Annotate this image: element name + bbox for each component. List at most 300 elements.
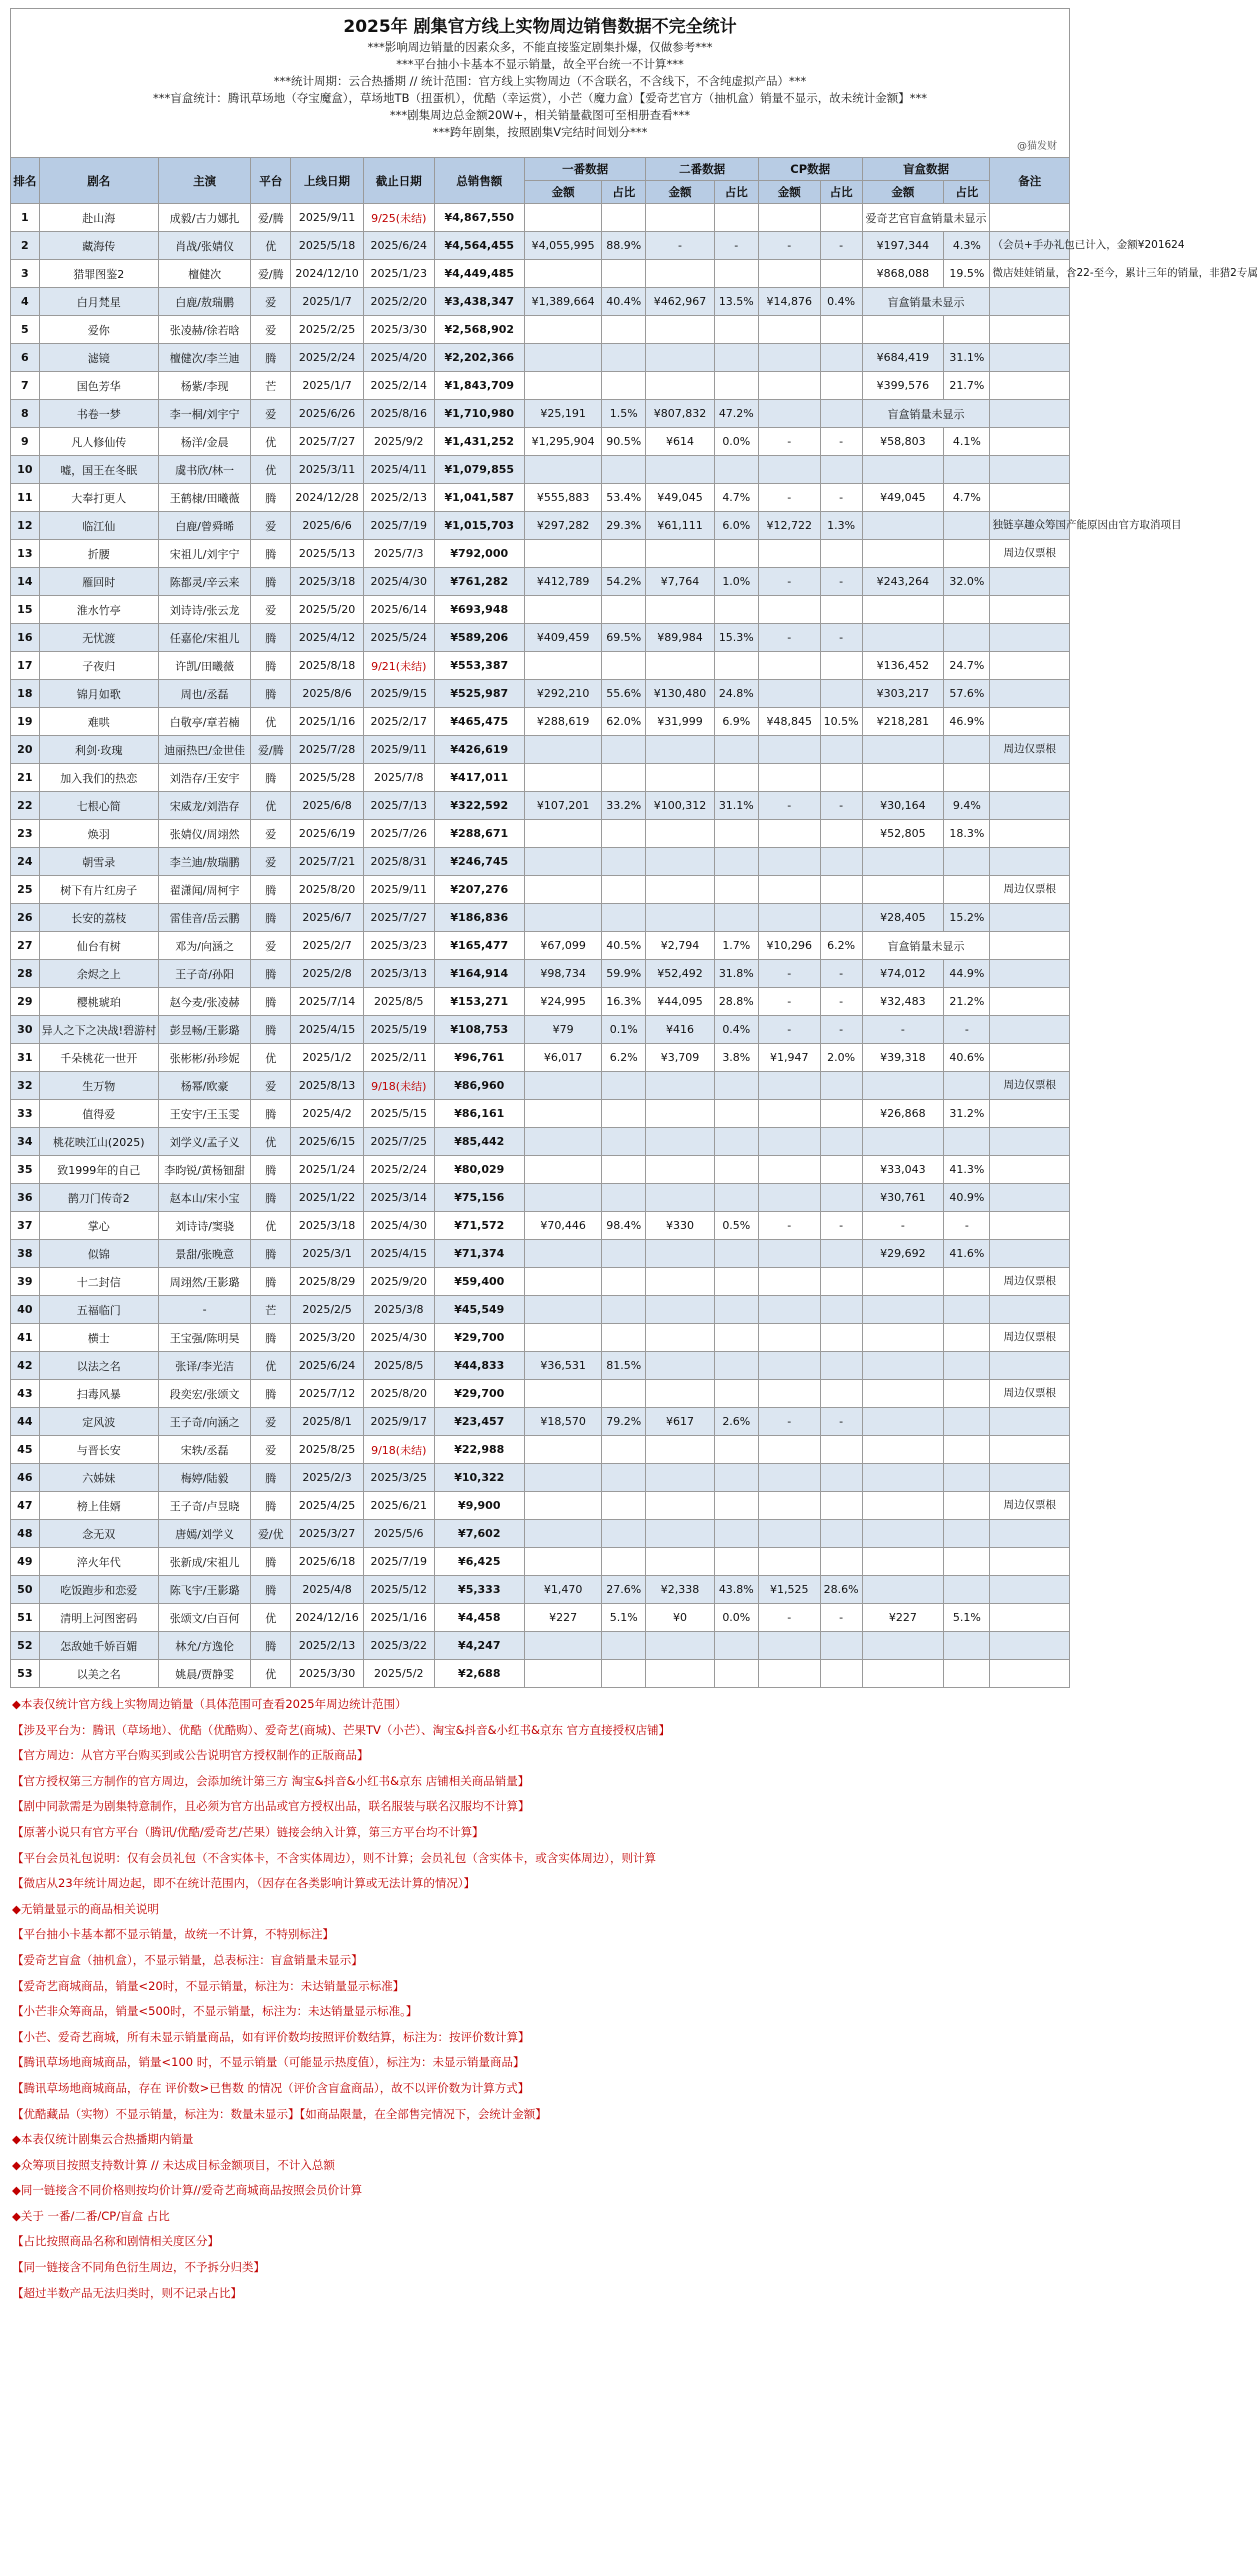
cell-rank: 42 [11, 1352, 40, 1380]
cell-blind-amount [862, 1296, 944, 1324]
cell-cp-share [820, 1660, 862, 1688]
cell-total-sales: ¥44,833 [434, 1352, 524, 1380]
cell-cp-amount [758, 1492, 820, 1520]
cell-start-date: 2025/6/24 [291, 1352, 364, 1380]
cell-erfan-amount [646, 736, 714, 764]
cell-cp-share: 28.6% [820, 1576, 862, 1604]
table-row [11, 736, 1070, 764]
table-row [11, 624, 1070, 652]
cell-cp-amount [758, 344, 820, 372]
cell-start-date: 2025/6/7 [291, 904, 364, 932]
cell-drama-name: 鹊刀门传奇2 [39, 1184, 158, 1212]
cell-cp-amount: ¥1,525 [758, 1576, 820, 1604]
cell-notes [990, 1156, 1070, 1184]
cell-blind-share [944, 1576, 990, 1604]
cell-blind-amount [862, 1128, 944, 1156]
cell-cp-share [820, 1072, 862, 1100]
cell-erfan-share: 0.0% [714, 1604, 758, 1632]
cell-blind-share [944, 1632, 990, 1660]
cell-total-sales: ¥80,029 [434, 1156, 524, 1184]
cell-yifan-amount: ¥107,201 [525, 792, 602, 820]
cell-drama-name: 六姊妹 [39, 1464, 158, 1492]
cell-cp-amount [758, 1660, 820, 1688]
cell-blind-share [944, 1408, 990, 1436]
cell-cast: 姚晨/贾静雯 [158, 1660, 251, 1688]
cell-blind-amount [862, 1352, 944, 1380]
cell-blind-share [944, 1520, 990, 1548]
cell-yifan-amount: ¥36,531 [525, 1352, 602, 1380]
col-platform: 平台 [251, 158, 291, 204]
table-row [11, 932, 1070, 960]
cell-erfan-share [714, 260, 758, 288]
cell-total-sales: ¥96,761 [434, 1044, 524, 1072]
cell-blind-merged: 盲盒销量未显示 [862, 400, 990, 428]
cell-cp-share [820, 344, 862, 372]
table-row [11, 1492, 1070, 1520]
cell-platform: 爱/优 [251, 1520, 291, 1548]
cell-notes [990, 1436, 1070, 1464]
cell-yifan-share [602, 1324, 646, 1352]
table-row [11, 512, 1070, 540]
cell-blind-amount: - [862, 1212, 944, 1240]
cell-cast: 林允/方逸伦 [158, 1632, 251, 1660]
cell-platform: 优 [251, 232, 291, 260]
cell-cp-share [820, 876, 862, 904]
cell-rank: 48 [11, 1520, 40, 1548]
cell-blind-share: 19.5% [944, 260, 990, 288]
cell-erfan-amount [646, 1240, 714, 1268]
cell-yifan-share: 1.5% [602, 400, 646, 428]
cell-end-date: 2025/5/12 [363, 1576, 434, 1604]
footer-note: ◆无销量显示的商品相关说明 [12, 1901, 159, 1916]
cell-blind-share: 24.7% [944, 652, 990, 680]
cell-cast: 王子奇/卢昱晓 [158, 1492, 251, 1520]
cell-platform: 优 [251, 708, 291, 736]
cell-erfan-amount [646, 1268, 714, 1296]
cell-end-date: 2025/8/16 [363, 400, 434, 428]
table-row [11, 848, 1070, 876]
cell-drama-name: 清明上河图密码 [39, 1604, 158, 1632]
cell-notes [990, 428, 1070, 456]
cell-erfan-share [714, 1380, 758, 1408]
cell-blind-share: 21.2% [944, 988, 990, 1016]
col-start: 上线日期 [291, 158, 364, 204]
cell-erfan-amount [646, 372, 714, 400]
cell-end-date: 2025/2/14 [363, 372, 434, 400]
cell-blind-amount [862, 596, 944, 624]
cell-erfan-amount [646, 1548, 714, 1576]
cell-yifan-share: 90.5% [602, 428, 646, 456]
cell-rank: 35 [11, 1156, 40, 1184]
cell-drama-name: 值得爱 [39, 1100, 158, 1128]
cell-blind-amount: ¥30,761 [862, 1184, 944, 1212]
cell-yifan-share: 0.1% [602, 1016, 646, 1044]
cell-erfan-amount: ¥807,832 [646, 400, 714, 428]
cell-yifan-amount [525, 372, 602, 400]
cell-total-sales: ¥7,602 [434, 1520, 524, 1548]
cell-blind-amount: ¥58,803 [862, 428, 944, 456]
cell-end-date: 2025/3/13 [363, 960, 434, 988]
cell-blind-share [944, 1128, 990, 1156]
cell-start-date: 2025/3/20 [291, 1324, 364, 1352]
cell-end-date: 2025/8/5 [363, 988, 434, 1016]
cell-blind-amount: - [862, 1016, 944, 1044]
cell-start-date: 2025/1/2 [291, 1044, 364, 1072]
cell-cp-share: - [820, 484, 862, 512]
table-row [11, 1072, 1070, 1100]
cell-start-date: 2025/7/27 [291, 428, 364, 456]
cell-end-date: 2025/7/19 [363, 512, 434, 540]
cell-cp-share: - [820, 428, 862, 456]
cell-yifan-share [602, 1464, 646, 1492]
cell-cast: 王安宇/王玉雯 [158, 1100, 251, 1128]
cell-blind-share: 31.1% [944, 344, 990, 372]
cell-cp-amount [758, 1380, 820, 1408]
cell-cp-share [820, 260, 862, 288]
cell-total-sales: ¥5,333 [434, 1576, 524, 1604]
cell-rank: 20 [11, 736, 40, 764]
cell-drama-name: 仙台有树 [39, 932, 158, 960]
cell-platform: 腾 [251, 1184, 291, 1212]
cell-notes [990, 1576, 1070, 1604]
cell-erfan-amount: ¥3,709 [646, 1044, 714, 1072]
cell-yifan-amount [525, 1436, 602, 1464]
cell-rank: 47 [11, 1492, 40, 1520]
cell-cp-amount: ¥1,947 [758, 1044, 820, 1072]
cell-erfan-amount [646, 1464, 714, 1492]
col-name: 剧名 [39, 158, 158, 204]
cell-cp-amount: - [758, 232, 820, 260]
footer-note: 【小芒非众筹商品，销量<500时，不显示销量，标注为：未达销量显示标准。】 [12, 2004, 418, 2019]
cell-total-sales: ¥1,710,980 [434, 400, 524, 428]
cell-rank: 49 [11, 1548, 40, 1576]
cell-blind-merged: 盲盒销量未显示 [862, 932, 990, 960]
cell-rank: 41 [11, 1324, 40, 1352]
cell-erfan-share [714, 1352, 758, 1380]
cell-yifan-amount [525, 848, 602, 876]
cell-end-date: 2025/9/17 [363, 1408, 434, 1436]
cell-cp-amount: - [758, 1016, 820, 1044]
cell-blind-share [944, 876, 990, 904]
cell-total-sales: ¥4,867,550 [434, 204, 524, 232]
cell-cp-amount: - [758, 988, 820, 1016]
cell-blind-amount [862, 456, 944, 484]
cell-erfan-share [714, 1100, 758, 1128]
cell-rank: 11 [11, 484, 40, 512]
cell-end-date: 2025/7/25 [363, 1128, 434, 1156]
table-row [11, 1520, 1070, 1548]
cell-yifan-amount [525, 204, 602, 232]
cell-erfan-share: 4.7% [714, 484, 758, 512]
cell-notes [990, 960, 1070, 988]
cell-yifan-share [602, 1072, 646, 1100]
cell-blind-share [944, 316, 990, 344]
cell-cp-share [820, 1352, 862, 1380]
cell-start-date: 2025/6/26 [291, 400, 364, 428]
cell-yifan-share [602, 848, 646, 876]
cell-total-sales: ¥23,457 [434, 1408, 524, 1436]
cell-cast: 赵今麦/张凌赫 [158, 988, 251, 1016]
cell-cp-share [820, 736, 862, 764]
cell-cast: 宋祖儿/刘宇宁 [158, 540, 251, 568]
cell-yifan-amount: ¥70,446 [525, 1212, 602, 1240]
cell-drama-name: 国色芳华 [39, 372, 158, 400]
cell-rank: 50 [11, 1576, 40, 1604]
cell-total-sales: ¥417,011 [434, 764, 524, 792]
cell-drama-name: 白月梵星 [39, 288, 158, 316]
cell-erfan-amount: ¥61,111 [646, 512, 714, 540]
cell-erfan-share [714, 204, 758, 232]
cell-notes [990, 1352, 1070, 1380]
cell-start-date: 2025/1/7 [291, 372, 364, 400]
cell-total-sales: ¥1,041,587 [434, 484, 524, 512]
cell-blind-share: 18.3% [944, 820, 990, 848]
cell-start-date: 2025/1/7 [291, 288, 364, 316]
cell-platform: 优 [251, 1044, 291, 1072]
cell-cp-share [820, 904, 862, 932]
cell-total-sales: ¥75,156 [434, 1184, 524, 1212]
cell-blind-share: 32.0% [944, 568, 990, 596]
cell-start-date: 2025/8/18 [291, 652, 364, 680]
cell-drama-name: 雁回时 [39, 568, 158, 596]
cell-cp-amount [758, 736, 820, 764]
cell-blind-amount [862, 1408, 944, 1436]
cell-end-date: 2025/5/6 [363, 1520, 434, 1548]
cell-cp-amount [758, 904, 820, 932]
cell-end-date: 2025/3/23 [363, 932, 434, 960]
cell-cp-share: - [820, 568, 862, 596]
cell-yifan-share: 79.2% [602, 1408, 646, 1436]
cell-total-sales: ¥553,387 [434, 652, 524, 680]
cell-erfan-amount: ¥416 [646, 1016, 714, 1044]
cell-erfan-share [714, 1240, 758, 1268]
cell-blind-share [944, 1324, 990, 1352]
cell-end-date: 2025/9/15 [363, 680, 434, 708]
cell-erfan-amount [646, 344, 714, 372]
cell-blind-amount: ¥33,043 [862, 1156, 944, 1184]
cell-start-date: 2024/12/28 [291, 484, 364, 512]
cell-platform: 腾 [251, 568, 291, 596]
cell-total-sales: ¥589,206 [434, 624, 524, 652]
cell-yifan-share [602, 1436, 646, 1464]
cell-yifan-amount [525, 736, 602, 764]
cell-blind-share [944, 1548, 990, 1576]
cell-start-date: 2025/7/21 [291, 848, 364, 876]
cell-platform: 腾 [251, 1240, 291, 1268]
cell-cp-share [820, 596, 862, 624]
cell-erfan-share [714, 876, 758, 904]
cell-cp-share: - [820, 1212, 862, 1240]
cell-yifan-share [602, 1380, 646, 1408]
cell-rank: 34 [11, 1128, 40, 1156]
cell-blind-amount [862, 1464, 944, 1492]
cell-erfan-share [714, 736, 758, 764]
cell-yifan-amount [525, 820, 602, 848]
table-row [11, 1576, 1070, 1604]
cell-rank: 2 [11, 232, 40, 260]
cell-rank: 16 [11, 624, 40, 652]
cell-total-sales: ¥3,438,347 [434, 288, 524, 316]
cell-total-sales: ¥761,282 [434, 568, 524, 596]
footer-note: 【官方授权第三方制作的官方周边，会添加统计第三方 淘宝&抖音&小红书&京东 店铺相关商品销量】 [12, 1773, 530, 1788]
cell-erfan-share [714, 372, 758, 400]
cell-total-sales: ¥45,549 [434, 1296, 524, 1324]
table-row [11, 260, 1070, 288]
cell-drama-name: 嘘，国王在冬眠 [39, 456, 158, 484]
col-cp-amount: 金额 [758, 181, 820, 204]
cell-yifan-share [602, 1240, 646, 1268]
cell-erfan-amount [646, 904, 714, 932]
cell-cast: 刘诗诗/窦骁 [158, 1212, 251, 1240]
cell-drama-name: 书卷一梦 [39, 400, 158, 428]
cell-rank: 44 [11, 1408, 40, 1436]
cell-blind-share [944, 764, 990, 792]
cell-platform: 爱/腾 [251, 736, 291, 764]
cell-drama-name: 藏海传 [39, 232, 158, 260]
cell-notes [990, 680, 1070, 708]
cell-erfan-amount [646, 1156, 714, 1184]
cell-erfan-amount [646, 1072, 714, 1100]
cell-total-sales: ¥4,247 [434, 1632, 524, 1660]
col-cp-share: 占比 [820, 181, 862, 204]
sales-statistics-page [10, 0, 1258, 2306]
sales-table [10, 157, 1258, 1688]
cell-drama-name: 似锦 [39, 1240, 158, 1268]
cell-rank: 10 [11, 456, 40, 484]
cell-drama-name: 定风波 [39, 1408, 158, 1436]
cell-yifan-amount: ¥227 [525, 1604, 602, 1632]
cell-cast: 王子奇/孙阳 [158, 960, 251, 988]
cell-start-date: 2025/4/8 [291, 1576, 364, 1604]
cell-platform: 爱 [251, 512, 291, 540]
cell-start-date: 2025/9/11 [291, 204, 364, 232]
cell-drama-name: 余烬之上 [39, 960, 158, 988]
cell-start-date: 2025/6/8 [291, 792, 364, 820]
cell-cast: 杨紫/李现 [158, 372, 251, 400]
cell-cast: 张婧仪/周翊然 [158, 820, 251, 848]
footer-note: ◆同一链接含不同价格则按均价计算//爱奇艺商城商品按照会员价计算 [12, 2183, 363, 2198]
cell-erfan-amount: ¥31,999 [646, 708, 714, 736]
cell-yifan-amount [525, 456, 602, 484]
cell-cp-amount [758, 820, 820, 848]
cell-erfan-amount [646, 1128, 714, 1156]
cell-erfan-share [714, 848, 758, 876]
cell-yifan-amount [525, 652, 602, 680]
cell-cp-share: 1.3% [820, 512, 862, 540]
header-note-line: ***跨年剧集，按照剧集V完结时间划分*** [432, 125, 648, 139]
report-title: 2025年 剧集官方线上实物周边销售数据不完全统计 [343, 17, 737, 37]
cell-rank: 38 [11, 1240, 40, 1268]
cell-cast: 赵本山/宋小宝 [158, 1184, 251, 1212]
cell-notes: 周边仅票根 [990, 1324, 1070, 1352]
cell-yifan-amount [525, 1520, 602, 1548]
cell-cast: 迪丽热巴/金世佳 [158, 736, 251, 764]
cell-cp-share [820, 400, 862, 428]
cell-erfan-share [714, 1296, 758, 1324]
table-row [11, 1408, 1070, 1436]
cell-drama-name: 淬火年代 [39, 1548, 158, 1576]
cell-cast: 张译/李光洁 [158, 1352, 251, 1380]
cell-cp-share: - [820, 232, 862, 260]
footer-note: 【爱奇艺商城商品，销量<20时，不显示销量，标注为：未达销量显示标准】 [12, 1978, 405, 1993]
cell-erfan-share: 24.8% [714, 680, 758, 708]
cell-end-date: 2025/7/3 [363, 540, 434, 568]
cell-cp-amount [758, 372, 820, 400]
cell-yifan-share: 53.4% [602, 484, 646, 512]
cell-cp-share: - [820, 792, 862, 820]
cell-drama-name: 千朵桃花一世开 [39, 1044, 158, 1072]
cell-cp-amount [758, 876, 820, 904]
cell-yifan-amount [525, 1072, 602, 1100]
cell-yifan-amount [525, 1128, 602, 1156]
cell-end-date: 2025/7/13 [363, 792, 434, 820]
footer-note: ◆本表仅统计官方线上实物周边销量（具体范围可查看2025年周边统计范围） [12, 1697, 407, 1711]
cell-total-sales: ¥2,202,366 [434, 344, 524, 372]
cell-yifan-share [602, 1520, 646, 1548]
footer-note: ◆众筹项目按照支持数计算 // 未达成目标金额项目，不计入总额 [12, 2157, 335, 2172]
cell-cp-share: - [820, 1604, 862, 1632]
cell-platform: 芒 [251, 372, 291, 400]
cell-end-date: 2025/1/16 [363, 1604, 434, 1632]
cell-erfan-share: 0.0% [714, 428, 758, 456]
cell-platform: 优 [251, 1212, 291, 1240]
cell-yifan-share: 16.3% [602, 988, 646, 1016]
cell-cp-amount [758, 1352, 820, 1380]
cell-drama-name: 念无双 [39, 1520, 158, 1548]
cell-cp-share [820, 1156, 862, 1184]
cell-cp-share [820, 1128, 862, 1156]
cell-rank: 39 [11, 1268, 40, 1296]
cell-cast: 杨洋/金晨 [158, 428, 251, 456]
cell-drama-name: 十二封信 [39, 1268, 158, 1296]
table-row [11, 204, 1070, 232]
cell-end-date: 2025/8/5 [363, 1352, 434, 1380]
cell-notes [990, 372, 1070, 400]
footer-note: 【官方周边：从官方平台购买到或公告说明官方授权制作的正版商品】 [12, 1748, 369, 1763]
cell-yifan-share [602, 904, 646, 932]
cell-end-date: 2025/5/2 [363, 1660, 434, 1688]
cell-blind-amount [862, 1072, 944, 1100]
cell-cp-share [820, 456, 862, 484]
cell-cp-amount [758, 316, 820, 344]
table-row [11, 820, 1070, 848]
table-row [11, 344, 1070, 372]
cell-erfan-share [714, 456, 758, 484]
cell-cast: 翟潇闻/周柯宇 [158, 876, 251, 904]
cell-end-date: 2025/4/15 [363, 1240, 434, 1268]
cell-platform: 腾 [251, 1324, 291, 1352]
cell-start-date: 2025/5/28 [291, 764, 364, 792]
table-row [11, 1436, 1070, 1464]
cell-blind-amount [862, 1268, 944, 1296]
cell-platform: 优 [251, 1660, 291, 1688]
cell-notes [990, 484, 1070, 512]
cell-blind-amount: ¥218,281 [862, 708, 944, 736]
cell-cp-amount: ¥48,845 [758, 708, 820, 736]
cell-drama-name: 长安的荔枝 [39, 904, 158, 932]
cell-total-sales: ¥207,276 [434, 876, 524, 904]
cell-cp-share [820, 540, 862, 568]
cell-platform: 爱 [251, 1408, 291, 1436]
cell-erfan-share: 6.9% [714, 708, 758, 736]
header-note-line: ***统计周期：云合热播期 // 统计范围：官方线上实物周边（不含联名，不含线下，不含纯虚拟产品）*** [273, 74, 807, 88]
cell-blind-amount: ¥227 [862, 1604, 944, 1632]
cell-drama-name: 焕羽 [39, 820, 158, 848]
cell-total-sales: ¥59,400 [434, 1268, 524, 1296]
cell-rank: 36 [11, 1184, 40, 1212]
cell-blind-amount: ¥399,576 [862, 372, 944, 400]
cell-yifan-amount [525, 1380, 602, 1408]
